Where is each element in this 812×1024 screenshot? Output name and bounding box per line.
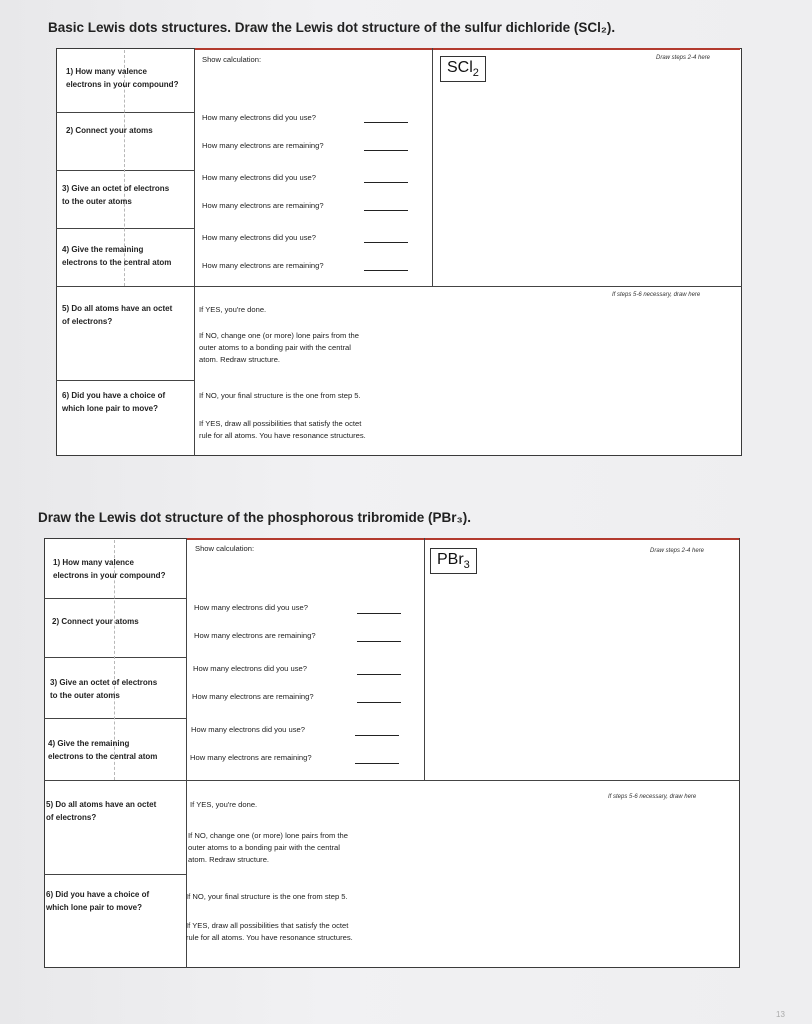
worksheet1-step3: 3) Give an octet of electrons to the outer atoms	[62, 184, 170, 206]
worksheet2-rule	[44, 657, 186, 658]
worksheet2-q-used: How many electrons did you use?	[193, 664, 307, 673]
worksheet1-step6-yes: If YES, draw all possibilities that satisfy the octet rule for all atoms. You have resonance structures.	[199, 419, 366, 440]
worksheet2-answer-blank[interactable]	[357, 674, 401, 675]
worksheet2-rule	[44, 598, 186, 599]
page-number: 13	[776, 1010, 785, 1019]
worksheet1-red-rule	[194, 48, 740, 50]
worksheet2-answer-blank[interactable]	[357, 641, 401, 642]
worksheet2-q-remaining: How many electrons are remaining?	[190, 753, 312, 762]
worksheet2-formula-main: PBr	[437, 551, 464, 568]
worksheet2-rule	[44, 780, 740, 781]
worksheet2-divider-drawing	[424, 538, 425, 780]
worksheet1-draw-steps-note: Draw steps 2-4 here	[656, 55, 711, 61]
worksheet1-answer-blank[interactable]	[364, 122, 408, 123]
worksheet1-q-remaining: How many electrons are remaining?	[202, 261, 324, 270]
worksheet2-step3: 3) Give an octet of electrons to the outer atoms	[50, 678, 158, 700]
worksheet1-q-remaining: How many electrons are remaining?	[202, 201, 324, 210]
worksheet2-rule	[44, 874, 186, 875]
worksheet1-step5-no: If NO, change one (or more) lone pairs from the outer atoms to a bonding pair with the central atom. Redraw structure.	[199, 331, 359, 364]
worksheet1-step6: 6) Did you have a choice of which lone pair to move?	[62, 391, 166, 413]
worksheet1-step1: 1) How many valence electrons in your compound?	[66, 67, 179, 89]
worksheet1-step5-yes: If YES, you're done.	[199, 305, 267, 314]
worksheet2-answer-blank[interactable]	[357, 702, 401, 703]
worksheet2-divider-steps	[186, 538, 187, 968]
worksheet1-q-used: How many electrons did you use?	[202, 173, 316, 182]
worksheet1-q-used: How many electrons did you use?	[202, 233, 316, 242]
worksheet2-title: Draw the Lewis dot structure of the phosphorous tribromide (PBr₃).	[38, 510, 472, 525]
worksheet1-rule	[56, 286, 742, 287]
worksheet1-rule	[56, 380, 194, 381]
worksheet2-step5-no: If NO, change one (or more) lone pairs from the outer atoms to a bonding pair with the central atom. Redraw structure.	[188, 831, 348, 864]
worksheet2-q-remaining: How many electrons are remaining?	[194, 631, 316, 640]
worksheet2-step6-no: If NO, your final structure is the one from step 5.	[186, 892, 348, 901]
worksheet2-q-used: How many electrons did you use?	[191, 725, 305, 734]
worksheet2-q-remaining: How many electrons are remaining?	[192, 692, 314, 701]
worksheet1-rule	[56, 228, 194, 229]
worksheet2-step4: 4) Give the remaining electrons to the central atom	[48, 739, 158, 761]
worksheet2-formula-box	[430, 548, 477, 574]
worksheet1-answer-blank[interactable]	[364, 182, 408, 183]
worksheet2-step6-yes: If YES, draw all possibilities that satisfy the octet rule for all atoms. You have resonance structures.	[186, 921, 353, 942]
worksheet2-red-rule	[186, 538, 739, 540]
worksheet1-if-steps-note: If steps 5-6 necessary, draw here	[612, 292, 701, 298]
worksheet1-title: Basic Lewis dots structures. Draw the Lewis dot structure of the sulfur dichloride (SCl₂).	[48, 20, 616, 35]
worksheet1-answer-blank[interactable]	[364, 242, 408, 243]
worksheet1-formula-sub: 2	[472, 67, 479, 80]
worksheet2-formula	[437, 551, 470, 572]
worksheet1-step6-no: If NO, your final structure is the one from step 5.	[199, 391, 361, 400]
worksheet2-show-calculation: Show calculation:	[195, 544, 255, 553]
worksheet2-rule	[44, 718, 186, 719]
worksheet2-answer-blank[interactable]	[357, 613, 401, 614]
worksheet2-answer-blank[interactable]	[355, 735, 399, 736]
worksheet2-draw-steps-note: Draw steps 2-4 here	[650, 548, 705, 554]
worksheet2-answer-blank[interactable]	[355, 763, 399, 764]
worksheet1-divider-drawing	[432, 48, 433, 286]
worksheet1-q-used: How many electrons did you use?	[202, 113, 316, 122]
worksheet1-answer-blank[interactable]	[364, 210, 408, 211]
worksheet1-step2: 2) Connect your atoms	[66, 126, 153, 135]
worksheet1-step5: 5) Do all atoms have an octet of electrons?	[62, 304, 173, 326]
worksheet1-answer-blank[interactable]	[364, 270, 408, 271]
worksheet1-step4: 4) Give the remaining electrons to the central atom	[62, 245, 172, 267]
worksheet1-rule	[56, 170, 194, 171]
worksheet2-formula-sub: 3	[463, 559, 470, 572]
worksheet2-step5: 5) Do all atoms have an octet of electrons?	[46, 800, 157, 822]
worksheet1-q-remaining: How many electrons are remaining?	[202, 141, 324, 150]
worksheet1-show-calculation: Show calculation:	[202, 55, 262, 64]
worksheet1-formula-box	[440, 56, 486, 82]
worksheet1-rule	[56, 112, 194, 113]
worksheet1-divider-steps	[194, 48, 195, 456]
worksheet2-if-steps-note: If steps 5-6 necessary, draw here	[608, 794, 697, 800]
worksheet2-step2: 2) Connect your atoms	[52, 617, 139, 626]
worksheet1-formula	[447, 59, 479, 80]
worksheet1-formula-main: SCl	[447, 59, 473, 76]
worksheet2-q-used: How many electrons did you use?	[194, 603, 308, 612]
worksheet1-answer-blank[interactable]	[364, 150, 408, 151]
worksheet2-step5-yes: If YES, you're done.	[190, 800, 258, 809]
worksheet2-step1: 1) How many valence electrons in your compound?	[53, 558, 166, 580]
worksheet2-step6: 6) Did you have a choice of which lone pair to move?	[46, 890, 150, 912]
